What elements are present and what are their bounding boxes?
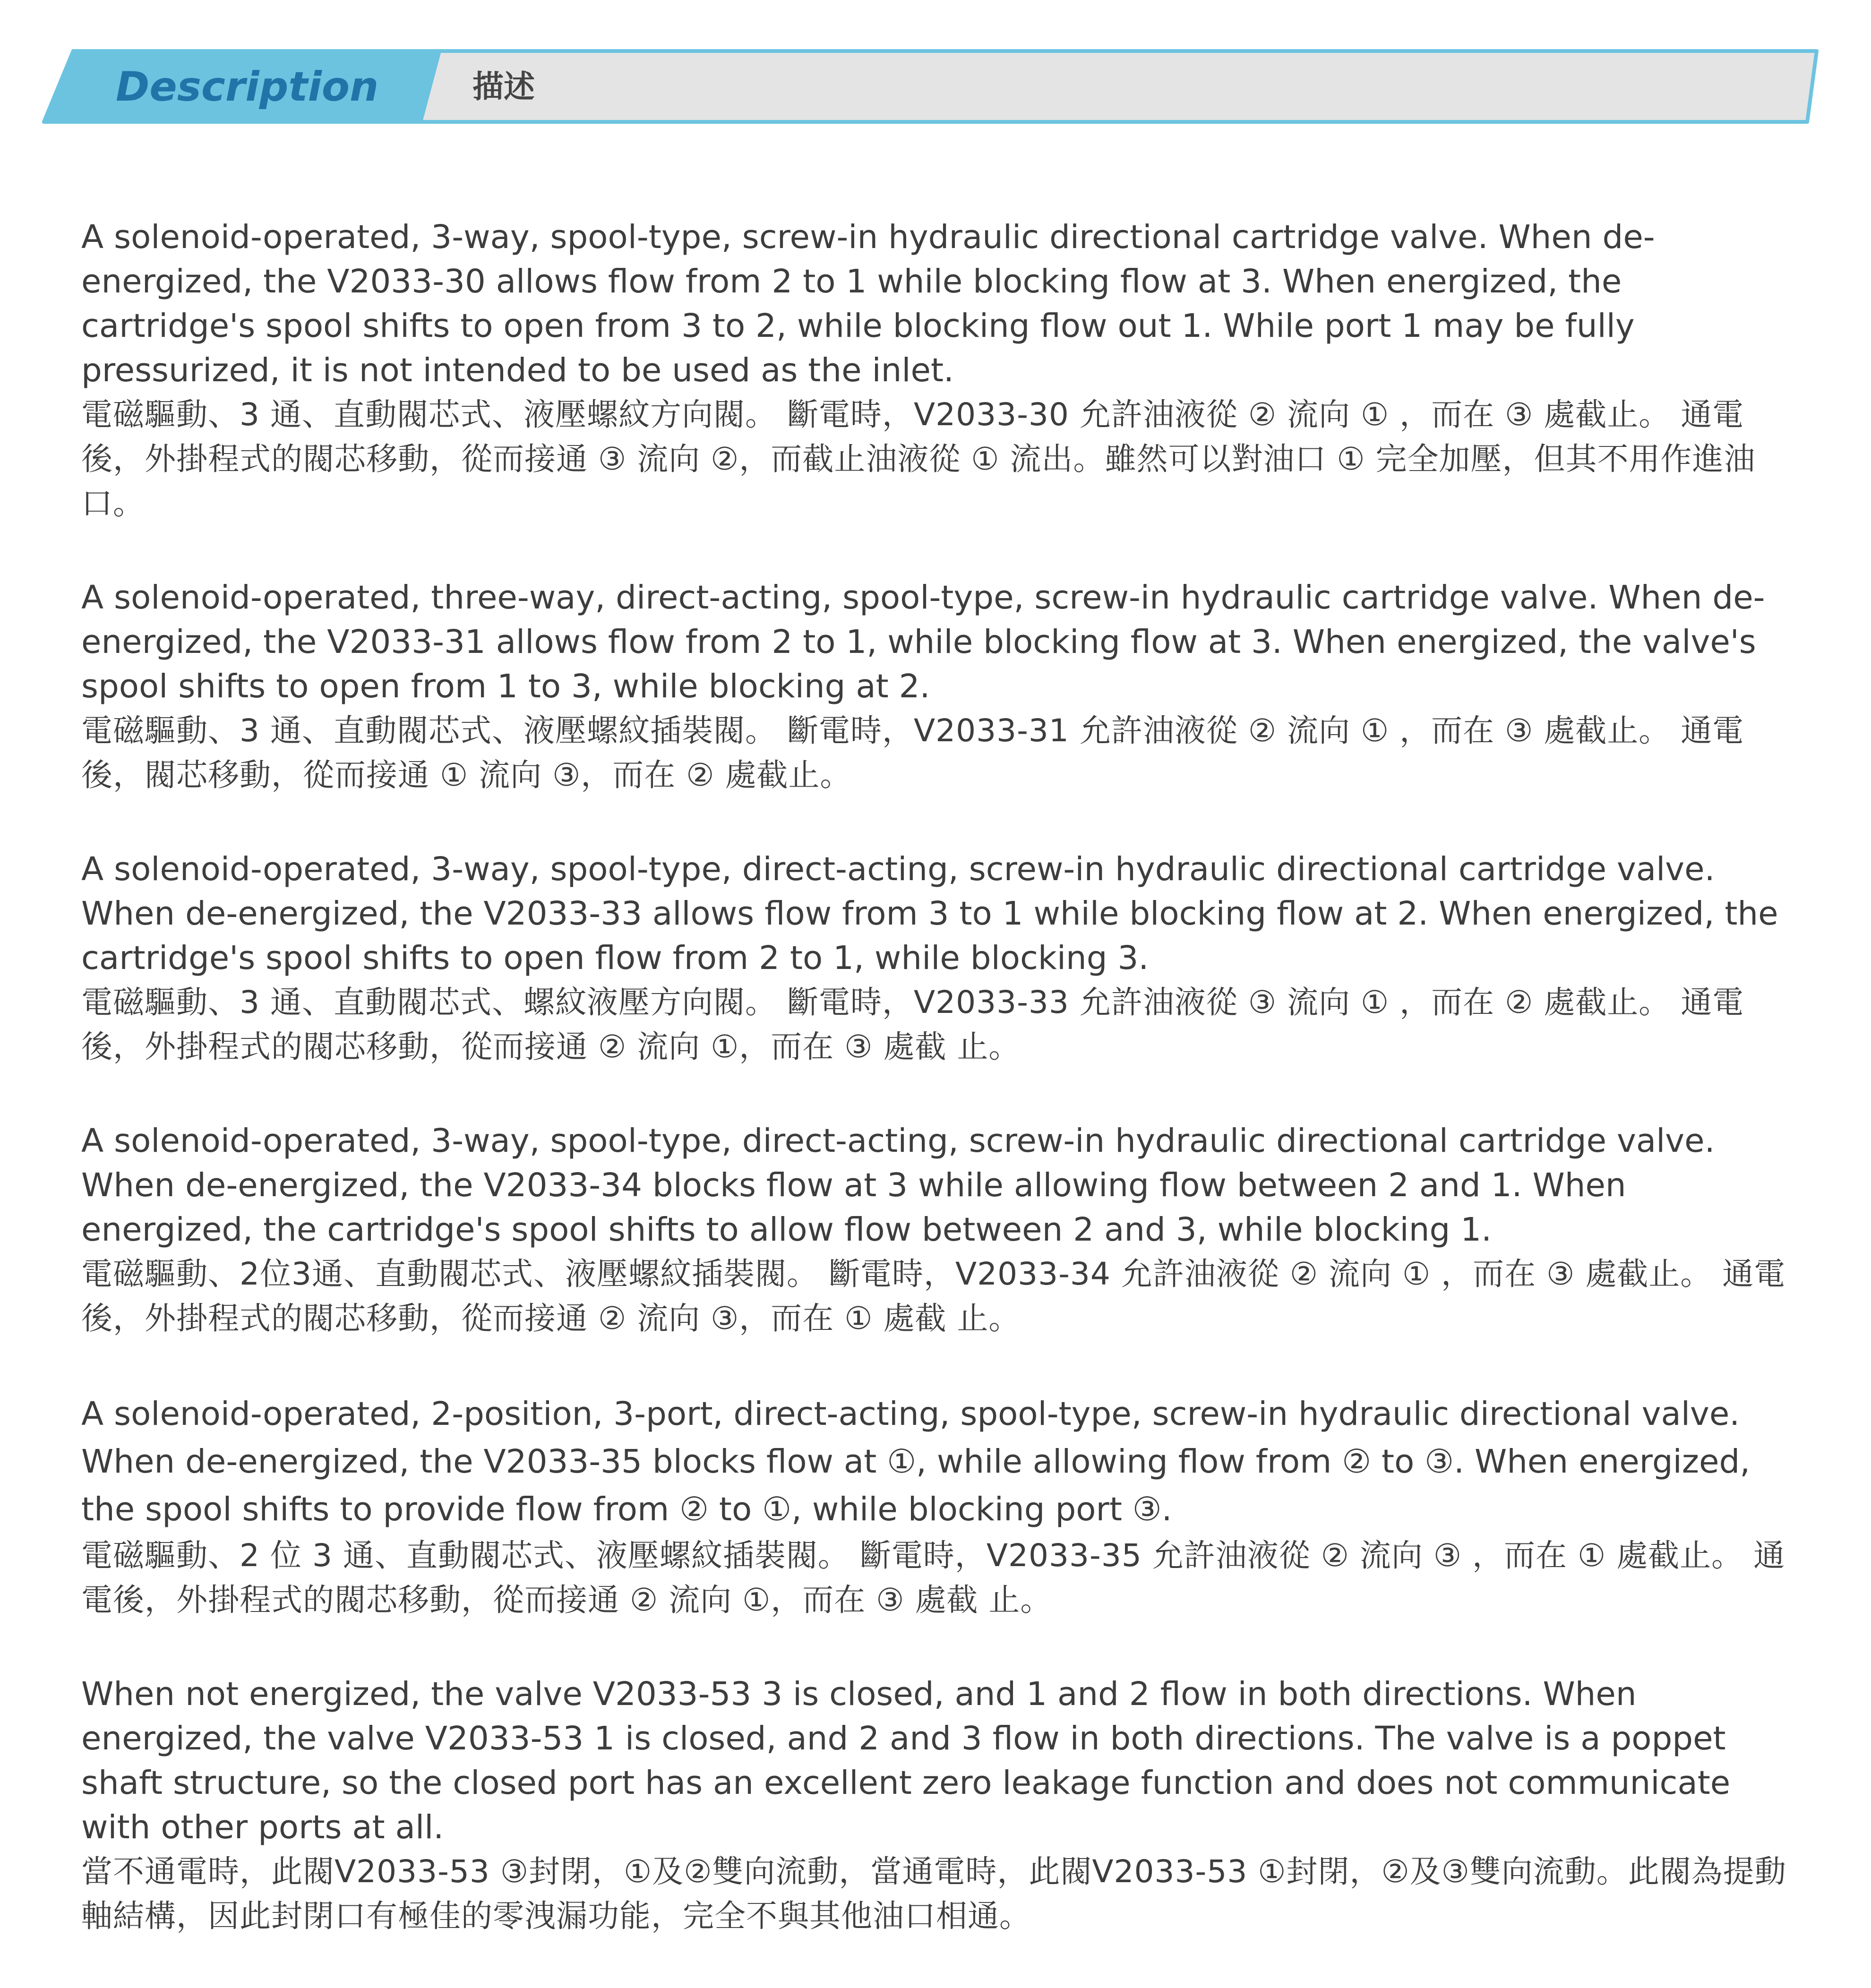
description-zh: 電磁驅動、2位3通、直動閥芯式、液壓螺紋插裝閥。 斷電時，V2033-34 允許油液從 ② 流向 ① ，而在 ③ 處截止。 通電後，外掛程式的閥芯移動，從而接通 ② 流向 ③，而在 ① 處截 止。 [81, 1256, 1786, 1337]
description-zh: 電磁驅動、3 通、直動閥芯式、螺紋液壓方向閥。 斷電時，V2033-33 允許油液從 ③ 流向 ① ，而在 ② 處截止。 通電後，外掛程式的閥芯移動，從而接通 ② 流向 ①，而在 ③ 處截 止。 [81, 984, 1744, 1065]
description-en: A solenoid-operated, 3-way, spool-type, direct-acting, screw-in hydraulic directional cartridge valve. When de-energized, the V2033-33 allows flow from 3 to 1 while blocking flow at 2. When energized, the cartridge's spool shifts to open flow from 2 to 1, while blocking 3. [81, 850, 1778, 977]
description-zh: 當不通電時，此閥V2033-53 ③封閉，①及②雙向流動，當通電時，此閥V2033-53 ①封閉，②及③雙向流動。此閥為提動軸結構，因此封閉口有極佳的零洩漏功能，完全不與其他油口相通。 [81, 1853, 1786, 1934]
header-title-en: Description [116, 63, 379, 111]
description-en: A solenoid-operated, 3-way, spool-type, screw-in hydraulic directional cartridge valve. When de-energized, the V2033-30 allows flow from 2 to 1 while blocking flow at 3. When energized, the cartridge's spool shifts to open from 3 to 2, while blocking flow out 1. While port 1 may be fully pressurized, it is not intended to be used as the inlet. [81, 218, 1655, 389]
description-block [81, 847, 1792, 1069]
header-title-zh: 描述 [472, 69, 535, 105]
description-en: A solenoid-operated, 3-way, spool-type, direct-acting, screw-in hydraulic directional cartridge valve. When de-energized, the V2033-34 blocks flow at 3 while allowing flow between 2 and 1. When energized, the cartridge's spool shifts to allow flow between 2 and 3, while blocking 1. [81, 1122, 1715, 1249]
description-body [81, 215, 1792, 1988]
description-en: A solenoid-operated, three-way, direct-acting, spool-type, screw-in hydraulic cartridge valve. When de-energized, the V2033-31 allows flow from 2 to 1, while blocking flow at 3. When energized, the valve's spool shifts to open from 1 to 3, while blocking at 2. [81, 579, 1765, 705]
description-block [81, 1119, 1792, 1341]
section-header [40, 47, 1821, 127]
description-block [81, 1390, 1792, 1622]
description-en: A solenoid-operated, 2-position, 3-port, direct-acting, spool-type, screw-in hydraulic directional valve. When de-energized, the V2033-35 blocks flow at ①, while allowing flow from ② to ③. When energized, the spool shifts to provide flow from ② to ①, while blocking port ③. [81, 1395, 1751, 1528]
description-zh: 電磁驅動、3 通、直動閥芯式、液壓螺紋插裝閥。 斷電時，V2033-31 允許油液從 ② 流向 ① ，而在 ③ 處截止。 通電後，閥芯移動，從而接通 ① 流向 ③，而在 ② 處截止。 [81, 712, 1744, 793]
description-block [81, 215, 1792, 526]
description-en: When not energized, the valve V2033-53 3 is closed, and 1 and 2 flow in both directions. When energized, the valve V2033-53 1 is closed, and 2 and 3 flow in both directions. The valve is a poppet shaft structure, so the closed port has an excellent zero leakage function and does not communicate with other ports at all. [81, 1675, 1731, 1846]
description-block [81, 575, 1792, 797]
description-block [81, 1672, 1792, 1938]
description-zh: 電磁驅動、2 位 3 通、直動閥芯式、液壓螺紋插裝閥。 斷電時，V2033-35 允許油液從 ② 流向 ③ ，而在 ① 處截止。 通電後，外掛程式的閥芯移動，從而接通 ② 流向 ①，而在 ③ 處截 止。 [81, 1537, 1785, 1618]
description-zh: 電磁驅動、3 通、直動閥芯式、液壓螺紋方向閥。 斷電時，V2033-30 允許油液從 ② 流向 ① ，而在 ③ 處截止。 通電後，外掛程式的閥芯移動，從而接通 ③ 流向 ②，而截止油液從 ① 流出。雖然可以對油口 ① 完全加壓，但其不用作進油口。 [81, 396, 1756, 522]
